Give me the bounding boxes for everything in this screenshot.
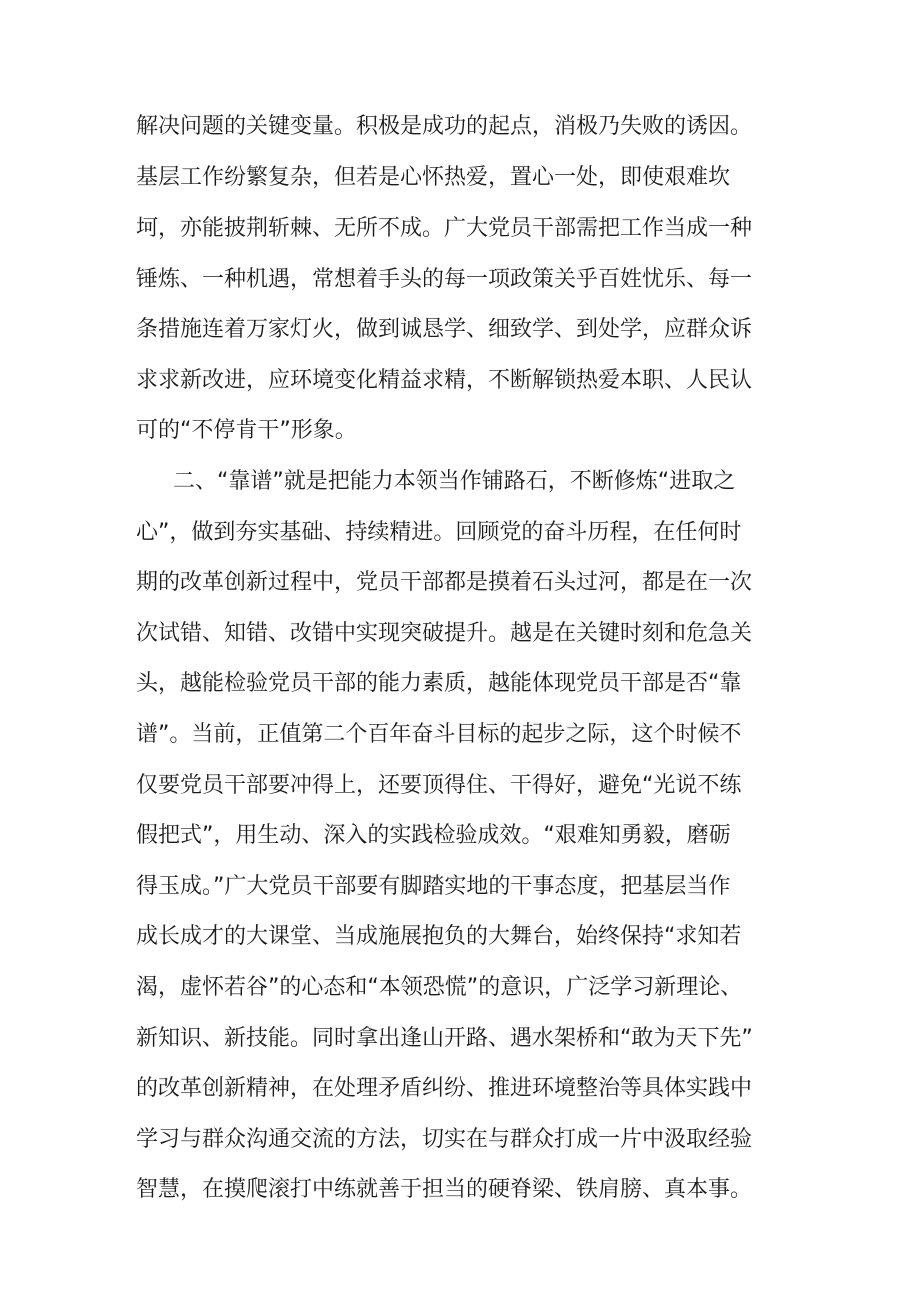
text-line: 期的改革创新过程中，党员干部都是摸着石头过河，都是在一次	[136, 570, 753, 595]
text-line: 假把式”，用生动、深入的实践检验成效。“艰难知勇毅，磨砺	[136, 823, 731, 848]
text-line: 渴，虚怀若谷”的心态和“本领恐慌”的意识，广泛学习新理论、	[136, 975, 743, 1000]
text-line: 求求新改进，应环境变化精益求精，不断解锁热爱本职、人民认	[136, 368, 753, 393]
text-line: 心”，做到夯实基础、持续精进。回顾党的奋斗历程，在任何时	[136, 520, 742, 545]
text-line: 谱”。当前，正值第二个百年奋斗目标的起步之际，这个时候不	[136, 722, 742, 747]
text-line: 得玉成。”广大党员干部要有脚踏实地的干事态度，把基层当作	[136, 874, 731, 899]
paragraph-heading: 二、“靠谱”就是把能力本领当作铺路石，不断修炼“进取之	[173, 469, 736, 494]
text-line: 学习与群众沟通交流的方法，切实在与群众打成一片中汲取经验	[136, 1127, 753, 1152]
text-line: 可的“不停肯干”形象。	[136, 418, 357, 443]
text-line: 次试错、知错、改错中实现突破提升。越是在关键时刻和危急关	[136, 621, 753, 646]
text-line: 锤炼、一种机遇，常想着手头的每一项政策关乎百姓忧乐、每一	[136, 267, 753, 292]
text-line: 的改革创新精神，在处理矛盾纠纷、推进环境整治等具体实践中	[136, 1076, 753, 1101]
text-line: 条措施连着万家灯火，做到诚恳学、细致学、到处学，应群众诉	[136, 317, 753, 342]
text-line: 头，越能检验党员干部的能力素质，越能体现党员干部是否“靠	[136, 671, 742, 696]
text-line: 智慧，在摸爬滚打中练就善于担当的硬脊梁、铁肩膀、真本事。	[136, 1177, 753, 1202]
text-line: 解决问题的关键变量。积极是成功的起点，消极乃失败的诱因。	[136, 114, 753, 139]
text-line: 坷，亦能披荆斩棘、无所不成。广大党员干部需把工作当成一种	[136, 216, 753, 241]
text-line: 基层工作纷繁复杂，但若是心怀热爱，置心一处，即使艰难坎	[136, 165, 731, 190]
text-line: 仅要党员干部要冲得上，还要顶得住、干得好，避免“光说不练	[136, 773, 742, 798]
text-line: 成长成才的大课堂、当成施展抱负的大舞台，始终保持“求知若	[136, 924, 742, 949]
text-line: 新知识、新技能。同时拿出逢山开路、遇水架桥和“敢为天下先”	[136, 1026, 753, 1051]
